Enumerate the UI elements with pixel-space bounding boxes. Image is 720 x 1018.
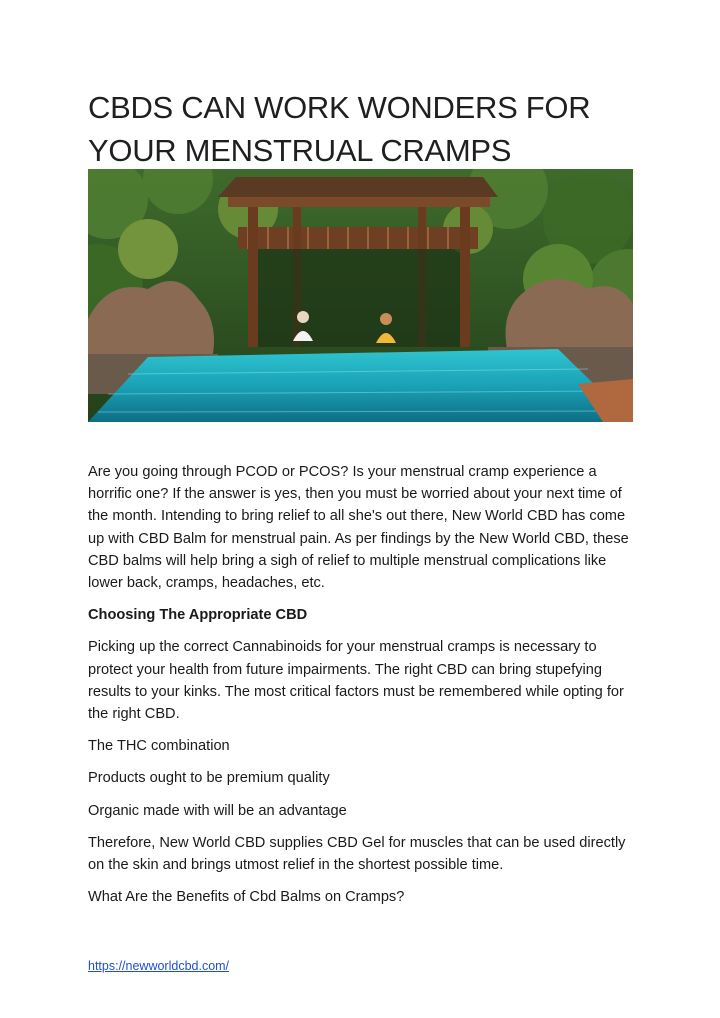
intro-paragraph: Are you going through PCOD or PCOS? Is your menstrual cramp experience a horrific one? If the answer is yes, then you must be worried about your next time of the month. Intending to bring relief to all she's out there, New World CBD has come up with CBD Balm for menstrual pain. As per findings by the New World CBD, these CBD balms will help bring a sigh of relief to multiple menstrual complications like lower back, cramps, headaches, etc. [88, 464, 629, 592]
pavilion-roof [218, 177, 498, 197]
factor-item: Organic made with will be an advantage [88, 802, 347, 819]
page-title: CBDS CAN WORK WONDERS FOR YOUR MENSTRUAL CRAMPS [88, 90, 591, 168]
resort-pool-illustration [88, 169, 633, 422]
benefits-question: What Are the Benefits of Cbd Balms on Cramps? [88, 889, 405, 906]
article-body [88, 461, 633, 918]
factor-item: Products ought to be premium quality [88, 770, 330, 787]
choosing-paragraph: Picking up the correct Cannabinoids for your menstrual cramps is necessary to protect your health from future impairments. The right CBD can bring stupefying results to your kinks. The most critical factors must be remembered while opting for the right CBD. [88, 639, 624, 723]
footer-website-link[interactable]: https://newworldcbd.com/ [88, 959, 230, 973]
factor-item: The THC combination [88, 738, 230, 755]
section-heading: Choosing The Appropriate CBD [88, 607, 308, 624]
therefore-paragraph: Therefore, New World CBD supplies CBD Gel for muscles that can be used directly on the skin and brings utmost relief in the shortest possible time. [88, 834, 626, 874]
hero-image [88, 169, 633, 422]
